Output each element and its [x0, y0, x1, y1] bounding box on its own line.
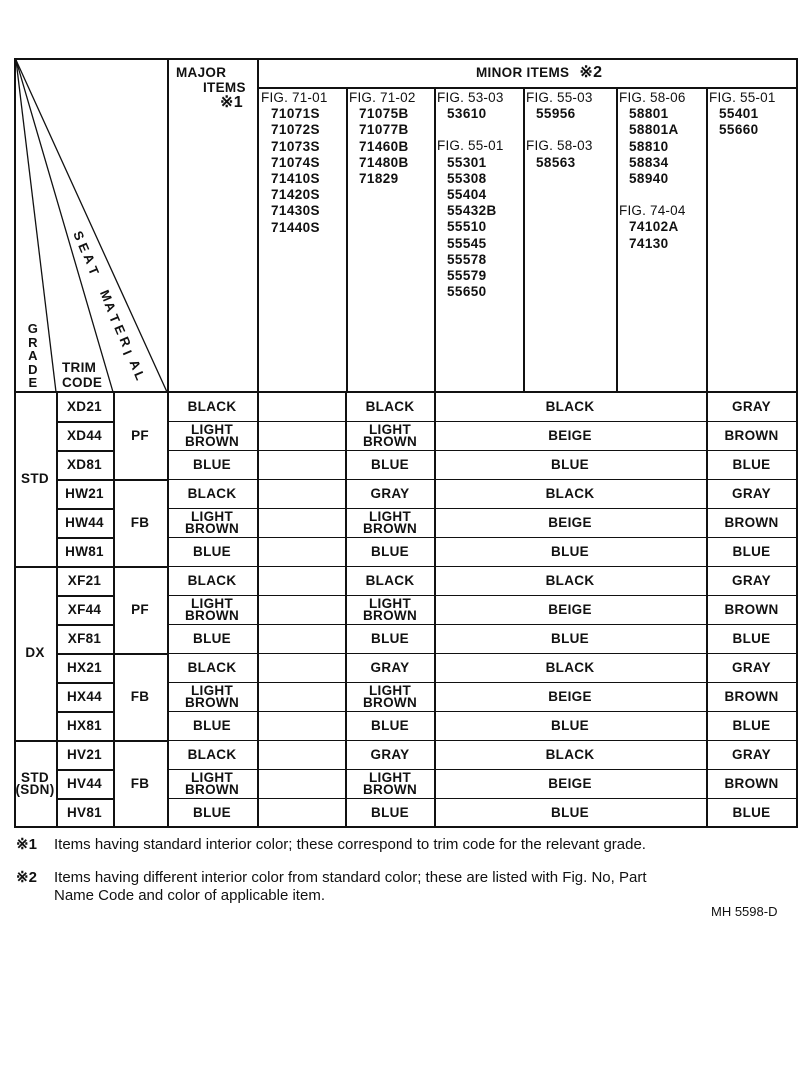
fig55-01-color-cell: BLUE	[732, 804, 771, 820]
fig55-01-color-cell: BROWN	[724, 688, 779, 704]
part-code: 58940	[629, 171, 669, 187]
fig55-01-color-cell: BLUE	[732, 543, 771, 559]
fig71-02-color-cell-line: LIGHT	[369, 595, 411, 611]
part-code: 74130	[629, 235, 669, 251]
note-2-text: Items having different interior color from standard color; these are listed with Fig. No, Part	[54, 869, 647, 886]
fig71-02-color-cell-line: LIGHT	[369, 682, 411, 698]
major-color-cell	[167, 769, 257, 798]
fig55-01-color-cell: GRAY	[732, 398, 771, 414]
part-code: 71410S	[271, 171, 320, 187]
note-1-mark: ※1	[16, 836, 37, 853]
fig71-02-color-cell-line: BROWN	[363, 607, 417, 623]
fig-column-1	[261, 90, 328, 236]
fig55-01-color-cell: BLUE	[732, 630, 771, 646]
major-color-cell-line: BLACK	[187, 572, 237, 588]
fig-number: FIG. 71-02	[349, 90, 416, 105]
trim-code-cell: HX81	[67, 717, 102, 733]
seat-material-cell: FB	[130, 775, 150, 791]
major-color-cell	[167, 682, 257, 711]
major-color-cell-line: BLACK	[187, 485, 237, 501]
fig71-02-color-cell-line: GRAY	[370, 485, 410, 501]
fig71-02-color-cell	[346, 769, 434, 798]
minor-color-cell: BLUE	[551, 717, 589, 733]
part-code: 55660	[719, 122, 759, 138]
seat-material-letter: A	[101, 299, 120, 315]
major-items-line2: ITEMS	[203, 80, 246, 95]
major-items-header	[176, 65, 246, 110]
part-code: 55401	[719, 106, 759, 122]
fig-column-divider	[346, 88, 348, 391]
trim-code-cell: HV44	[67, 775, 102, 791]
fig-column-5	[619, 90, 686, 252]
major-color-cell	[167, 508, 257, 537]
major-color-cell-line: BLUE	[193, 804, 231, 820]
grade-label-letter: D	[28, 361, 38, 377]
fig71-02-color-cell-line: BLUE	[371, 630, 409, 646]
fig-column-divider	[434, 88, 436, 391]
fig-number: FIG. 71-01	[261, 90, 328, 105]
trim-code-cell: HV81	[67, 804, 102, 820]
part-code: 71480B	[359, 154, 409, 170]
minor-color-cell: BLACK	[545, 746, 595, 762]
part-code: 55956	[536, 106, 576, 122]
note-2-mark: ※2	[16, 869, 37, 886]
minor-color-cell: BLACK	[545, 398, 595, 414]
fig-number: FIG. 55-01	[437, 138, 504, 154]
minor-color-cell: BLUE	[551, 630, 589, 646]
seat-material-letter: A	[126, 357, 145, 373]
part-code: 55578	[447, 251, 487, 267]
fig71-02-color-cell	[346, 595, 434, 624]
minor-items-header	[476, 65, 602, 81]
grade-label-letter: E	[28, 375, 38, 390]
footnote-2-continuation	[54, 887, 325, 905]
minor-color-cell: BEIGE	[548, 688, 592, 704]
minor-color-cell: BLUE	[551, 804, 589, 820]
major-color-cell-line: BLUE	[193, 630, 231, 646]
grade-header-label	[27, 322, 39, 390]
trim-code-cell: XF44	[67, 601, 102, 617]
minor-color-cell: BEIGE	[548, 427, 592, 443]
major-color-cell-line: BROWN	[185, 781, 239, 797]
fig-number: FIG. 55-03	[526, 90, 593, 105]
trim-code-cell: HW81	[65, 543, 104, 559]
trim-code-cell: XF21	[67, 572, 102, 588]
part-code: 55545	[447, 235, 487, 251]
minor-color-cell: BLUE	[551, 456, 589, 472]
col-divider-minor	[257, 58, 259, 828]
major-color-cell-line: LIGHT	[191, 682, 233, 698]
major-color-cell-line: BLUE	[193, 717, 231, 733]
major-color-cell-line: BLACK	[187, 659, 237, 675]
fig55-01-color-cell: GRAY	[732, 746, 771, 762]
minor-items-header-underline	[257, 87, 798, 89]
trim-code-cell: HX21	[67, 659, 102, 675]
trim-code-cell: HW21	[65, 485, 104, 501]
seat-material-cell: PF	[131, 601, 149, 617]
seat-material-cell: PF	[131, 427, 149, 443]
major-color-cell	[167, 711, 257, 740]
part-code: 71071S	[271, 106, 320, 122]
part-code: 58801A	[629, 122, 679, 138]
trim-label-line2: CODE	[62, 375, 103, 390]
fig71-02-color-cell	[346, 537, 434, 566]
major-color-cell-line: LIGHT	[191, 595, 233, 611]
fig-column-6	[709, 90, 776, 139]
fig71-02-color-cell-line: BROWN	[363, 694, 417, 710]
part-code: 71075B	[359, 106, 409, 122]
major-color-cell	[167, 566, 257, 595]
fig71-02-color-cell-line: LIGHT	[369, 769, 411, 785]
fig71-02-color-cell	[346, 392, 434, 421]
trim-code-cell: HW44	[65, 514, 104, 530]
major-color-cell	[167, 624, 257, 653]
major-color-cell-line: BROWN	[185, 694, 239, 710]
trim-code-cell: XD21	[67, 398, 102, 414]
minor-color-cell: BLACK	[545, 659, 595, 675]
part-code: 55432B	[447, 203, 497, 219]
fig-column-3	[437, 90, 504, 300]
grade-cell	[14, 566, 56, 740]
fig71-02-color-cell-line: BLACK	[365, 572, 415, 588]
fig71-02-color-cell	[346, 624, 434, 653]
trim-code-cell: XD81	[67, 456, 102, 472]
trim-code-header-label	[62, 360, 102, 390]
major-color-cell-line: BLACK	[187, 398, 237, 414]
grade-cell-line: (SDN)	[15, 781, 55, 797]
note-2-text-cont: Name Code and color of applicable item.	[54, 887, 325, 904]
spacer	[437, 122, 504, 138]
fig71-02-color-cell	[346, 798, 434, 827]
fig-number: FIG. 53-03	[437, 90, 504, 105]
seat-material-letter: L	[131, 369, 149, 384]
fig-number: FIG. 58-06	[619, 90, 686, 105]
grade-cell-line: DX	[25, 645, 45, 660]
trim-code-cell: XD44	[67, 427, 102, 443]
fig71-02-color-cell	[346, 479, 434, 508]
grade-cell	[14, 740, 56, 827]
seat-material-letter: T	[85, 263, 103, 278]
fig-column-4	[526, 90, 593, 171]
note-mark-2: ※2	[579, 64, 603, 81]
fig-number: FIG. 55-01	[709, 90, 776, 105]
grade-label-letter: A	[28, 348, 38, 363]
fig55-01-color-cell: BROWN	[724, 514, 779, 530]
part-code: 55650	[447, 284, 487, 300]
major-color-cell	[167, 798, 257, 827]
footnote-1	[16, 836, 646, 854]
grade-label-letter: R	[28, 334, 38, 350]
trim-code-cell: XF81	[67, 630, 102, 646]
spacer	[619, 187, 686, 203]
diagonal-header-lines	[0, 0, 170, 400]
part-code: 55510	[447, 219, 487, 235]
trim-code-cell: HV21	[67, 746, 102, 762]
fig71-02-color-cell	[346, 566, 434, 595]
fig55-01-color-cell: GRAY	[732, 659, 771, 675]
part-code: 71420S	[271, 187, 320, 203]
fig71-02-color-cell-line: BROWN	[363, 781, 417, 797]
seat-material-letter: T	[106, 311, 124, 326]
footnote-2	[16, 869, 647, 887]
fig71-02-color-cell	[346, 421, 434, 450]
major-color-cell-line: BROWN	[185, 433, 239, 449]
major-color-cell-line: LIGHT	[191, 508, 233, 524]
fig71-02-color-cell-line: BLUE	[371, 717, 409, 733]
fig71-02-color-cell-line: LIGHT	[369, 421, 411, 437]
minor-items-label: MINOR ITEMS	[476, 65, 570, 80]
grade-cell	[14, 392, 56, 566]
trim-code-cell: HX44	[67, 688, 102, 704]
part-code: 55308	[447, 170, 487, 186]
major-color-cell	[167, 479, 257, 508]
major-color-cell	[167, 595, 257, 624]
fig-number: FIG. 58-03	[526, 138, 593, 154]
fig55-01-color-cell: BLUE	[732, 456, 771, 472]
major-color-cell	[167, 653, 257, 682]
fig-column-divider	[523, 88, 525, 391]
fig71-02-color-cell	[346, 740, 434, 769]
seat-material-cell: FB	[130, 514, 150, 530]
part-code: 71072S	[271, 122, 320, 138]
part-code: 71074S	[271, 154, 320, 170]
seat-material-letter: E	[111, 323, 129, 338]
major-color-cell-line: LIGHT	[191, 421, 233, 437]
minor-color-cell: BEIGE	[548, 601, 592, 617]
part-code: 71440S	[271, 219, 320, 235]
part-code: 71430S	[271, 203, 320, 219]
fig-column-divider	[706, 88, 708, 391]
part-code: 53610	[447, 106, 487, 122]
note-1-text: Items having standard interior color; these correspond to trim code for the relevant grade.	[54, 836, 646, 853]
major-color-cell-line: LIGHT	[191, 769, 233, 785]
fig71-02-color-cell-line: BLACK	[365, 398, 415, 414]
seat-material-cell: FB	[130, 688, 150, 704]
major-color-cell	[167, 421, 257, 450]
major-color-cell-line: BLUE	[193, 543, 231, 559]
fig55-01-color-cell: BROWN	[724, 775, 779, 791]
fig71-02-color-cell	[346, 508, 434, 537]
part-code: 58563	[536, 154, 576, 170]
part-code: 71460B	[359, 138, 409, 154]
grade-cell-line: STD	[21, 471, 49, 486]
fig71-02-color-cell-line: GRAY	[370, 746, 410, 762]
major-color-cell-line: BROWN	[185, 607, 239, 623]
part-code: 58801	[629, 106, 669, 122]
minor-color-cell: BLACK	[545, 485, 595, 501]
fig71-02-color-cell	[346, 653, 434, 682]
part-code: 71077B	[359, 122, 409, 138]
note-mark-1: ※1	[220, 94, 243, 111]
part-code: 71073S	[271, 138, 320, 154]
part-code: 58810	[629, 138, 669, 154]
reference-code: MH 5598-D	[711, 904, 778, 919]
grade-cell-line: STD	[21, 769, 49, 785]
minor-color-cell: BEIGE	[548, 514, 592, 530]
fig-column-2	[349, 90, 416, 187]
fig71-02-color-cell-line: BROWN	[363, 520, 417, 536]
seat-material-letter: I	[119, 348, 136, 358]
fig55-01-color-cell: BROWN	[724, 427, 779, 443]
major-color-cell-line: BROWN	[185, 520, 239, 536]
minor-color-cell: BLUE	[551, 543, 589, 559]
minor-color-cell: BEIGE	[548, 775, 592, 791]
fig71-02-color-cell-line: BLUE	[371, 456, 409, 472]
fig-column-divider	[616, 88, 618, 391]
minor-color-cell: BLACK	[545, 572, 595, 588]
trim-label-line1: TRIM	[62, 360, 97, 375]
seat-material-letter: A	[80, 251, 99, 267]
seat-material-letter: R	[116, 334, 135, 350]
fig71-02-color-cell	[346, 450, 434, 479]
major-color-cell	[167, 392, 257, 421]
fig55-01-color-cell: GRAY	[732, 485, 771, 501]
fig71-02-color-cell-line: LIGHT	[369, 508, 411, 524]
major-color-cell	[167, 450, 257, 479]
fig71-02-color-cell-line: BLUE	[371, 543, 409, 559]
part-code: 55301	[447, 154, 487, 170]
major-color-cell	[167, 740, 257, 769]
grade-label-letter: G	[27, 321, 39, 336]
major-color-cell	[167, 537, 257, 566]
part-code: 71829	[359, 171, 399, 187]
fig71-02-color-cell-line: GRAY	[370, 659, 410, 675]
fig55-01-color-cell: GRAY	[732, 572, 771, 588]
major-color-cell-line: BLUE	[193, 456, 231, 472]
part-code: 55579	[447, 268, 487, 284]
spacer	[526, 122, 593, 138]
fig71-02-color-cell-line: BLUE	[371, 804, 409, 820]
seat-material-letter: S	[70, 228, 88, 243]
part-code: 55404	[447, 187, 487, 203]
fig71-02-color-cell	[346, 682, 434, 711]
fig-number: FIG. 74-04	[619, 203, 686, 219]
part-code: 74102A	[629, 219, 679, 235]
seat-material-letter: E	[75, 240, 93, 255]
part-code: 58834	[629, 154, 669, 170]
fig55-01-color-cell: BROWN	[724, 601, 779, 617]
fig55-01-color-cell: BLUE	[732, 717, 771, 733]
fig71-02-color-cell-line: BROWN	[363, 433, 417, 449]
fig71-02-color-cell	[346, 711, 434, 740]
major-items-line1: MAJOR	[176, 65, 227, 80]
major-color-cell-line: BLACK	[187, 746, 237, 762]
seat-material-letter: M	[96, 287, 116, 304]
